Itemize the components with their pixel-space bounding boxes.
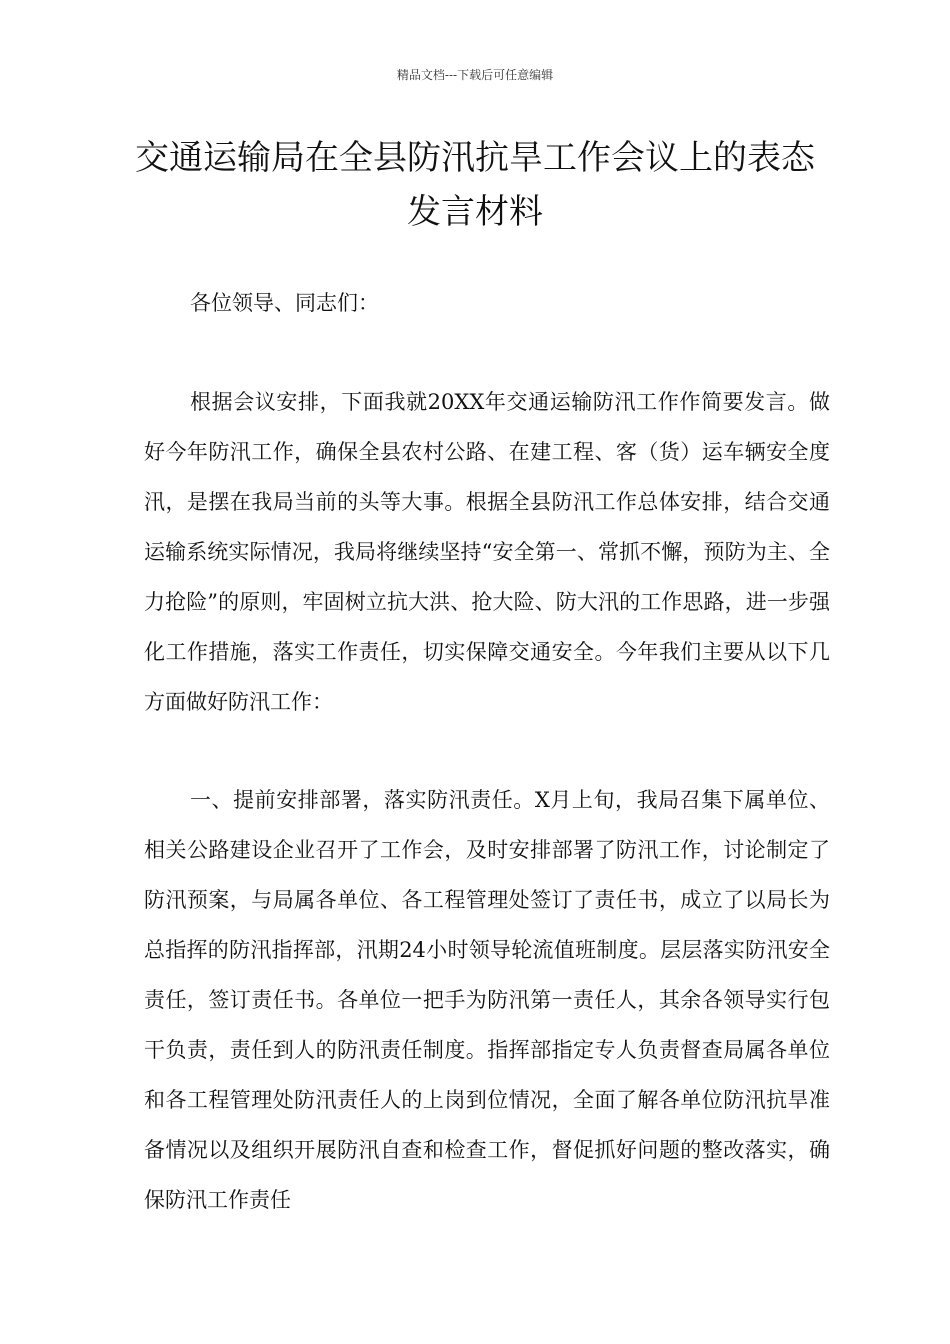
- salutation: 各位领导、同志们：: [190, 291, 379, 315]
- document-title: 交通运输局在全县防汛抗旱工作会议上的表态发言材料: [135, 138, 815, 232]
- paragraph-section-one: 一、提前安排部署，落实防汛责任。X月上旬，我局召集下属单位、相关公路建设企业召开了工作会，及时安排部署了防汛工作，讨论制定了防汛预案，与局属各单位、各工程管理处签订了责任书，成立了以局长为总指挥的防汛指挥部，汛期24小时领导轮流值班制度。层层落实防汛安全责任，签订责任书。各单位一把手为防汛第一责任人，其余各领导实行包干负责，责任到人的防汛责任制度。指挥部指定专人负责督查局属各单位和各工程管理处防汛责任人的上岗到位情况，全面了解各单位防汛抗旱准备情况以及组织开展防汛自查和检查工作，督促抓好问题的整改落实，确保防汛工作责任: [144, 788, 830, 1212]
- paragraph-intro: 根据会议安排，下面我就20XX年交通运输防汛工作作简要发言。做好今年防汛工作，确保全县农村公路、在建工程、客（货）运车辆安全度汛，是摆在我局当前的头等大事。根据全县防汛工作总体安排，结合交通运输系统实际情况，我局将继续坚持“安全第一、常抓不懈，预防为主、全力抢险”的原则，牢固树立抗大洪、抢大险、防大汛的工作思路，进一步强化工作措施，落实工作责任，切实保障交通安全。今年我们主要从以下几方面做好防汛工作：: [144, 390, 830, 714]
- header-note: 精品文档---下载后可任意编辑: [396, 68, 554, 82]
